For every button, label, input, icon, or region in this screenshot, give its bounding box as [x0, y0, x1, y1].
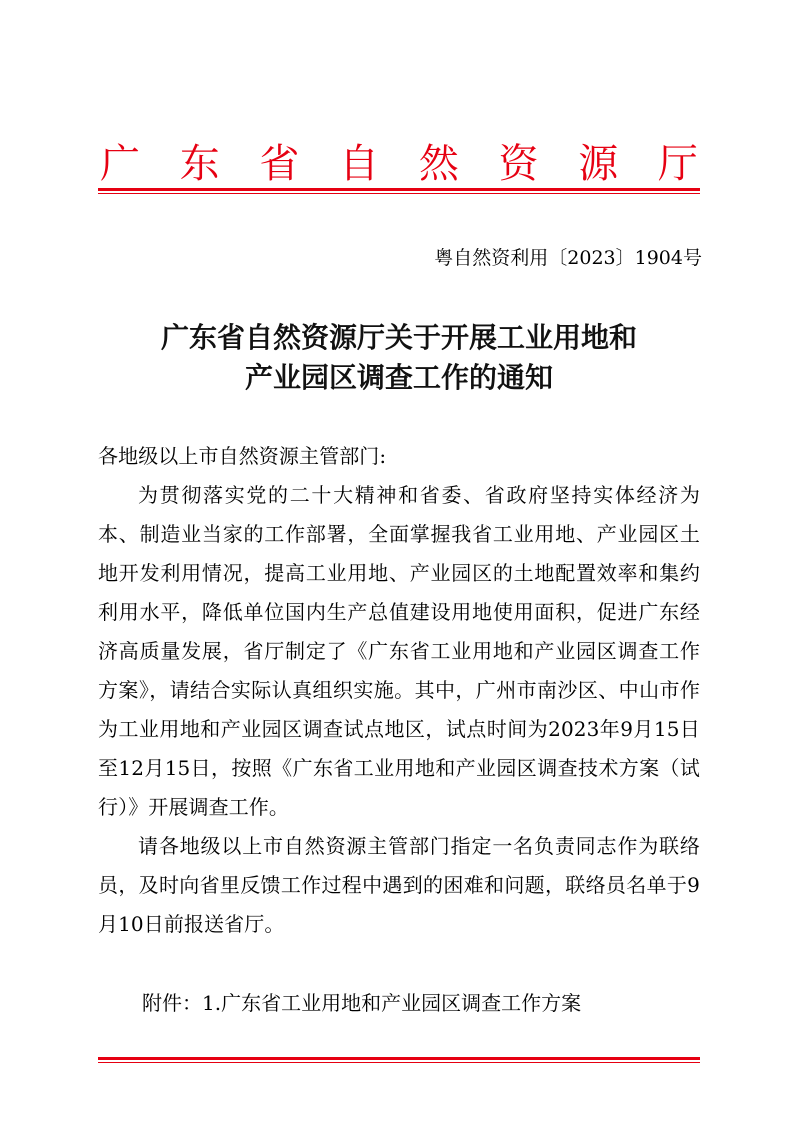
salutation: 各地级以上市自然资源主管部门: — [98, 444, 387, 468]
document-title — [98, 318, 700, 398]
organization-title — [98, 141, 700, 187]
body-paragraph-2: 请各地级以上市自然资源主管部门指定一名负责同志作为联络员，及时向省里反馈工作过程中遇到的困难和问题，联络员名单于9月10日前报送省厅。 — [98, 834, 700, 936]
footer-red-rule — [98, 1057, 700, 1064]
organization-title-char: 然 — [418, 141, 459, 187]
organization-title-char: 省 — [259, 141, 300, 187]
document-title-line-1: 广东省自然资源厅关于开展工业用地和 — [160, 321, 637, 354]
document-title-line-2: 产业园区调查工作的通知 — [244, 361, 553, 394]
header-red-rule — [98, 188, 700, 195]
organization-title-char: 资 — [498, 141, 539, 187]
attachment-line: 附件：1.广东省工业用地和产业园区调查工作方案 — [142, 991, 582, 1015]
organization-title-char: 广 — [100, 141, 140, 187]
document-body — [98, 437, 700, 944]
body-paragraph-1: 为贯彻落实党的二十大精神和省委、省政府坚持实体经济为本、制造业当家的工作部署，全面掌握我省工业用地、产业园区土地开发利用情况，提高工业用地、产业园区的土地配置效率和集约利用水平，降低单位国内生产总值建设用地使用面积，促进广东经济高质量发展，省厅制定了《广东省工业用地和产业园区调查工作方案》，请结合实际认真组织实施。其中，广州市南沙区、中山市作为工业用地和产业园区调查试点地区，试点时间为2023年9月15日至12月15日，按照《广东省工业用地和产业园区调查技术方案（试行）》开展调查工作。 — [98, 483, 700, 819]
organization-title-char: 东 — [179, 141, 220, 187]
document-number: 粤自然资利用〔2023〕1904号 — [434, 247, 702, 269]
red-header — [98, 130, 700, 210]
organization-title-char: 自 — [339, 141, 380, 187]
organization-title-char: 厅 — [657, 141, 698, 187]
organization-title-char: 源 — [578, 141, 619, 187]
